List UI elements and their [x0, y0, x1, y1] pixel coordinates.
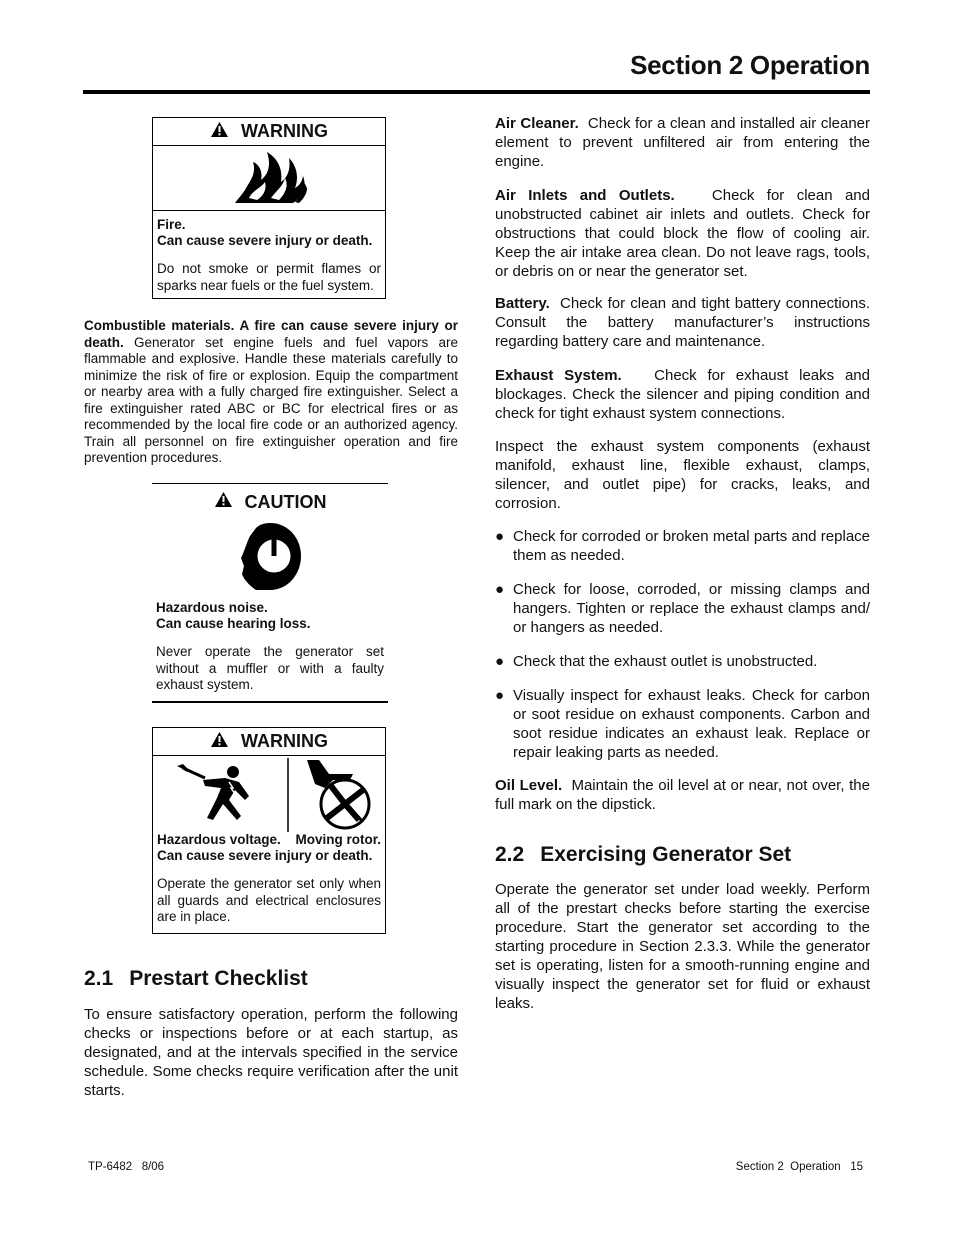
warning-triangle-icon	[214, 491, 233, 513]
hearing-protection-icon	[152, 520, 388, 594]
fire-hazard	[153, 211, 385, 249]
warning-header	[153, 118, 385, 146]
bullet-dot: ●	[495, 687, 505, 704]
moving-rotor-icon	[293, 756, 393, 832]
header-rule	[83, 90, 870, 94]
noise-caution-text: Never operate the generator set without a muffler or with a faulty exhaust system.	[156, 644, 384, 692]
caution-label: CAUTION	[244, 491, 327, 512]
hazard-voltage-text: Hazardous voltage.	[157, 832, 281, 847]
oil-level-paragraph	[495, 776, 870, 814]
footer-doc-number: TP-6482 8/06	[88, 1161, 165, 1173]
warning-label: WARNING	[241, 731, 328, 751]
exhaust-body: Check for exhaust leaks and blockages. Check the silencer and piping condition and check for tight exhaust system connections.	[495, 367, 870, 422]
voltage-hazard	[153, 832, 385, 864]
voltage-warning-text: Operate the generator set only when all guards and electrical enclosures are in place.	[157, 876, 381, 924]
fire-warning-box	[152, 117, 386, 299]
air-cleaner-lead: Air Cleaner.	[495, 115, 579, 132]
bullet-dot: ●	[495, 581, 505, 598]
section-2-1-heading	[84, 967, 308, 991]
exhaust-paragraph	[495, 366, 870, 423]
warning-label: WARNING	[241, 121, 328, 141]
consequence-text: Can cause severe injury or death.	[157, 848, 373, 863]
warning-header	[153, 728, 385, 756]
bullet-text: Check for corroded or broken metal parts and replace them as needed.	[513, 528, 870, 564]
air-cleaner-body: Check for a clean and installed air cleaner element to prevent unfiltered air from entering the engine.	[495, 115, 871, 170]
noise-caution-box	[152, 483, 388, 703]
noise-hazard	[152, 594, 388, 632]
list-item	[495, 652, 870, 671]
bullet-text: Visually inspect for exhaust leaks. Check for carbon or soot residue on exhaust components. Carbon and soot residue indicates an exhaust leak. Replace or repair leaking parts as needed.	[513, 687, 870, 761]
hazard-text: Hazardous noise.	[156, 600, 268, 615]
battery-paragraph	[495, 294, 870, 351]
section-number: 2.1	[84, 967, 114, 990]
fire-warning-text: Do not smoke or permit flames or sparks near fuels or the fuel system.	[157, 261, 381, 293]
oil-level-body: Maintain the oil level at or near, not over, the full mark on the dipstick.	[495, 777, 870, 813]
battery-lead: Battery.	[495, 295, 550, 312]
hazard-row	[157, 832, 381, 848]
list-item	[495, 686, 870, 762]
section-2-2-heading	[495, 843, 791, 867]
air-inlets-lead: Air Inlets and Outlets.	[495, 187, 675, 204]
air-inlets-paragraph	[495, 186, 870, 281]
battery-body: Check for clean and tight battery connections. Consult the battery manufacturer’s instructions regarding battery care and maintenance.	[495, 295, 870, 350]
section-2-1-body: To ensure satisfactory operation, perform the following checks or inspections before or at each startup, as designated, and at the intervals specified in the service schedule. Some checks require verification after the unit starts.	[84, 1006, 458, 1099]
page-title: Section 2 Operation	[630, 50, 870, 80]
combustible-lead: Combustible materials. A fire can cause severe injury or death.	[84, 318, 458, 350]
consequence-text: Can cause severe injury or death.	[157, 233, 373, 248]
exhaust-lead: Exhaust System.	[495, 367, 622, 384]
consequence-text: Can cause hearing loss.	[156, 616, 311, 631]
voltage-warning-box	[152, 727, 386, 934]
list-item	[495, 527, 870, 565]
section-title: Prestart Checklist	[129, 967, 308, 990]
bullet-dot: ●	[495, 528, 505, 545]
air-cleaner-paragraph	[495, 114, 870, 171]
voltage-pictograms	[153, 756, 385, 832]
air-inlets-body: Check for clean and unobstructed cabinet air inlets and outlets. Check for obstructions that could block the flow of cooling air. Keep the air intake area clean. Do not leave rags, tools, or debris on or near the generator set.	[495, 187, 870, 280]
inspect-paragraph: Inspect the exhaust system components (exhaust manifold, exhaust line, flexible exhaust, clamps, silencer, and outlet pipe) for cracks, leaks, and corrosion.	[495, 438, 870, 512]
section-title: Exercising Generator Set	[540, 843, 792, 866]
warning-triangle-icon	[210, 121, 229, 143]
warning-triangle-icon	[210, 731, 229, 753]
fire-icon	[153, 146, 385, 211]
list-item	[495, 580, 870, 637]
bullet-text: Check that the exhaust outlet is unobstructed.	[513, 653, 818, 670]
section-2-2-body: Operate the generator set under load weekly. Perform all of the prestart checks before starting the exercise procedure. Start the generator set according to the starting procedure in Section 2.3.3. While the generator set is operating, listen for a smooth-running engine and visually inspect the generator set for fluid or exhaust leaks.	[495, 881, 870, 1012]
footer-page-info: Section 2 Operation 15	[735, 1161, 863, 1173]
section-number: 2.2	[495, 843, 525, 866]
caution-header	[152, 484, 388, 520]
hazard-rotor-text: Moving rotor.	[295, 832, 381, 847]
oil-level-lead: Oil Level.	[495, 777, 563, 794]
bullet-dot: ●	[495, 653, 505, 670]
combustible-paragraph	[84, 318, 458, 467]
hazard-text: Fire.	[157, 217, 186, 232]
bullet-text: Check for loose, corroded, or missing clamps and hangers. Tighten or replace the exhaust clamps and/ or hangers as needed.	[513, 581, 870, 636]
combustible-body: Generator set engine fuels and fuel vapors are flammable and explosive. Handle these materials carefully to minimize the risk of fire or explosion. Equip the compartment or nearby area with a fully charged fire extinguisher. Select a fire extinguisher rated ABC or BC for electrical fires or as recommended by the local fire code or an authorized agency. Train all personnel on fire extinguisher operation and fire prevention procedures.	[84, 334, 458, 465]
